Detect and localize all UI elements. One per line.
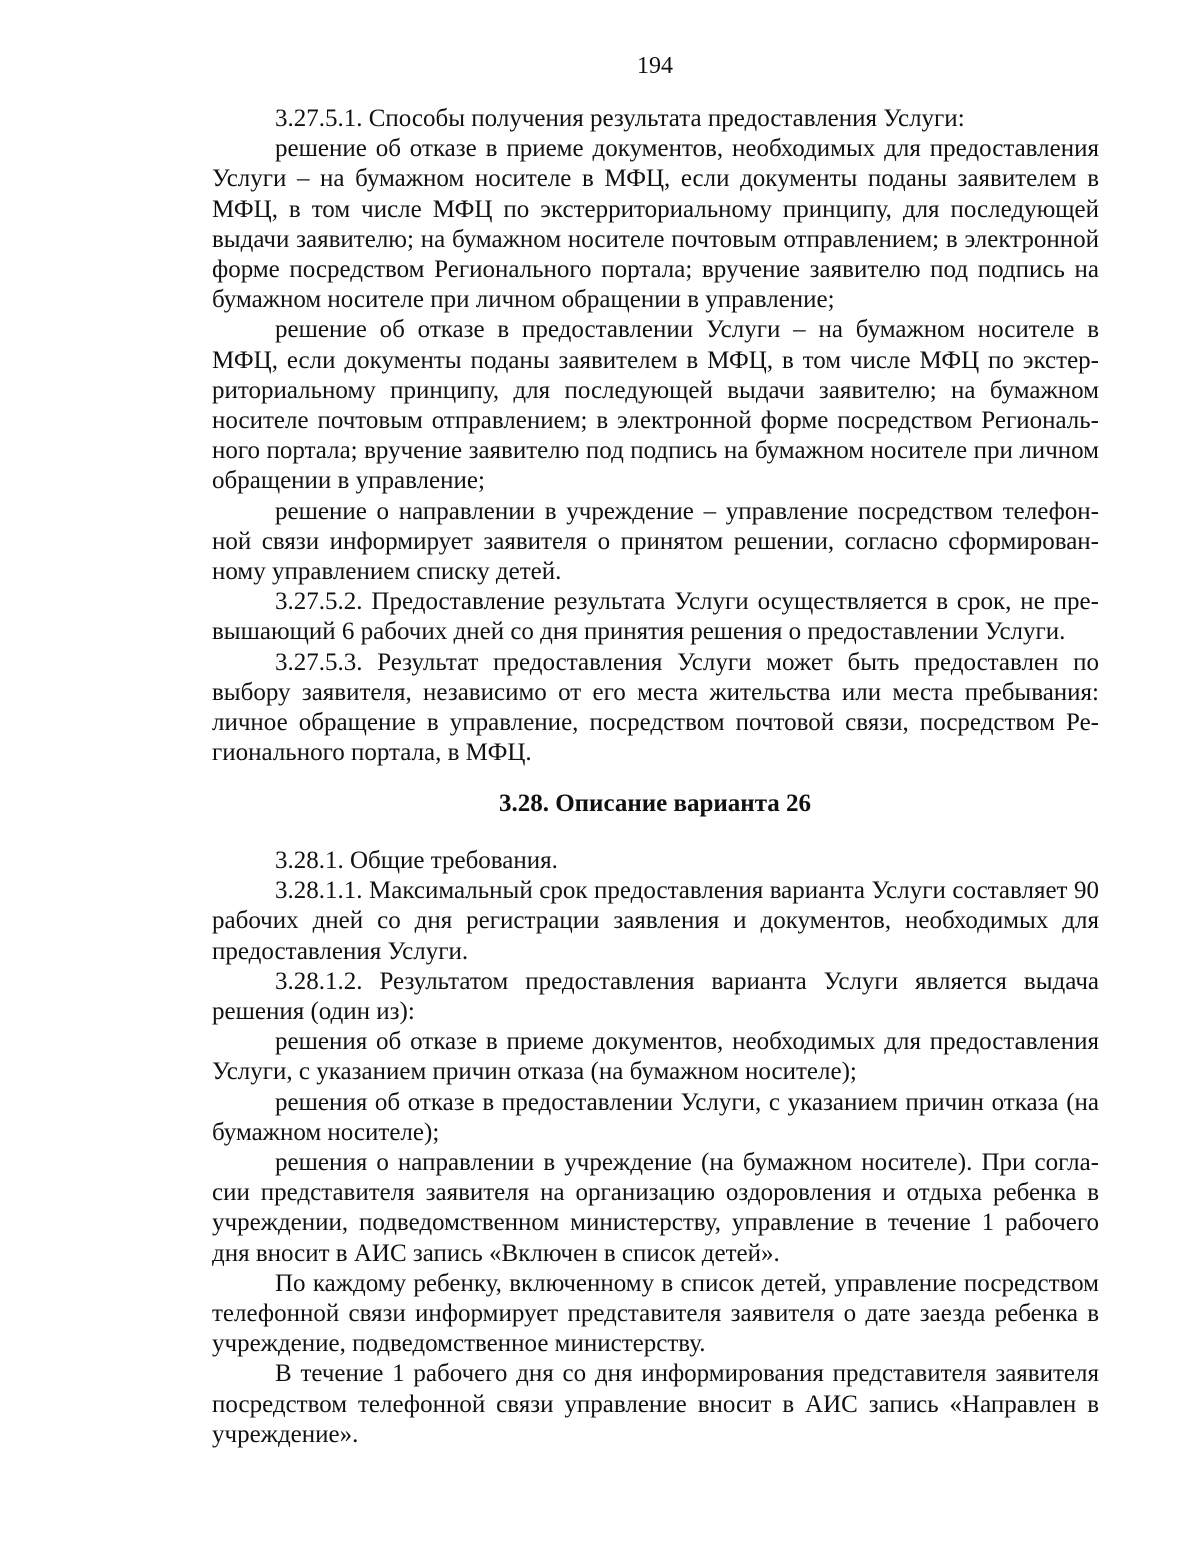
- paragraph: 3.27.5.2. Предоставление результата Услуги осуществляется в срок, не превышающий 6 рабочих дней со дня принятия решения о предоставлении Услуги.: [212, 588, 1099, 646]
- paragraph: решения об отказе в предоставлении Услуги, с указанием причин отказа (на бумажном носителе);: [212, 1088, 1099, 1146]
- page-number: 194: [637, 53, 673, 79]
- paragraph: решение об отказе в предоставлении Услуги – на бумажном носителе в МФЦ, если документы поданы заявителем в МФЦ, в том числе МФЦ по экстерриториальному принципу, для последующей выдачи заявителю; на бумажном носителе почтовым отправлением; в электронной форме посредством Регионального портала; вручение заявителю под подпись на бумажном носителе при личном обращении в управление;: [212, 316, 1099, 495]
- paragraph: решение о направлении в учреждение – управление посредством телефонной связи информирует заявителя о принятом решении, согласно сформированному управлением списку детей.: [212, 497, 1099, 586]
- paragraph: решения об отказе в приеме документов, необходимых для предоставления Услуги, с указанием причин отказа (на бумажном носителе);: [212, 1028, 1099, 1086]
- paragraph: В течение 1 рабочего дня со дня информирования представителя заявителя посредством телефонной связи управление вносит в АИС запись «Направлен в учреждение».: [212, 1360, 1099, 1448]
- section-heading: 3.28. Описание варианта 26: [498, 790, 812, 817]
- paragraph: По каждому ребенку, включенному в список детей, управление посредством телефонной связи информирует представителя заявителя о дате заезда ребенка в учреждение, подведомственное министерству.: [212, 1269, 1099, 1358]
- paragraph: 3.27.5.3. Результат предоставления Услуги может быть предоставлен по выбору заявителя, независимо от его места жительства или места пребывания: личное обращение в управление, посредством почтовой связи, посредством Регионального портала, в МФЦ.: [212, 648, 1099, 767]
- section-3-27-5-body: [212, 104, 1099, 768]
- paragraph: 3.28.1.1. Максимальный срок предоставления варианта Услуги составляет 90 рабочих дней со дня регистрации заявления и документов, необходимых для предоставления Услуги.: [212, 877, 1099, 965]
- paragraph: 3.28.1. Общие требования.: [275, 847, 558, 874]
- section-3-28-body: [212, 846, 1099, 1450]
- paragraph: 3.28.1.2. Результатом предоставления варианта Услуги является выдача решения (один из):: [212, 967, 1099, 1026]
- paragraph: 3.27.5.1. Способы получения результата предоставления Услуги:: [275, 105, 965, 132]
- paragraph: решения о направлении в учреждение (на бумажном носителе). При согласии представителя заявителя на организацию оздоровления и отдыха ребенка в учреждении, подведомственном министерству, управление в течение 1 рабочего дня вносит в АИС запись «Включен в список детей».: [212, 1149, 1099, 1267]
- paragraph: решение об отказе в приеме документов, необходимых для предоставления Услуги – на бумажном носителе в МФЦ, если документы поданы заявителем в МФЦ, в том числе МФЦ по экстерриториальному принципу, для последующей выдачи заявителю; на бумажном носителе почтовым отправлением; в электронной форме посредством Регионального портала; вручение заявителю под подпись на бумажном носителе при личном обращении в управление;: [212, 135, 1099, 314]
